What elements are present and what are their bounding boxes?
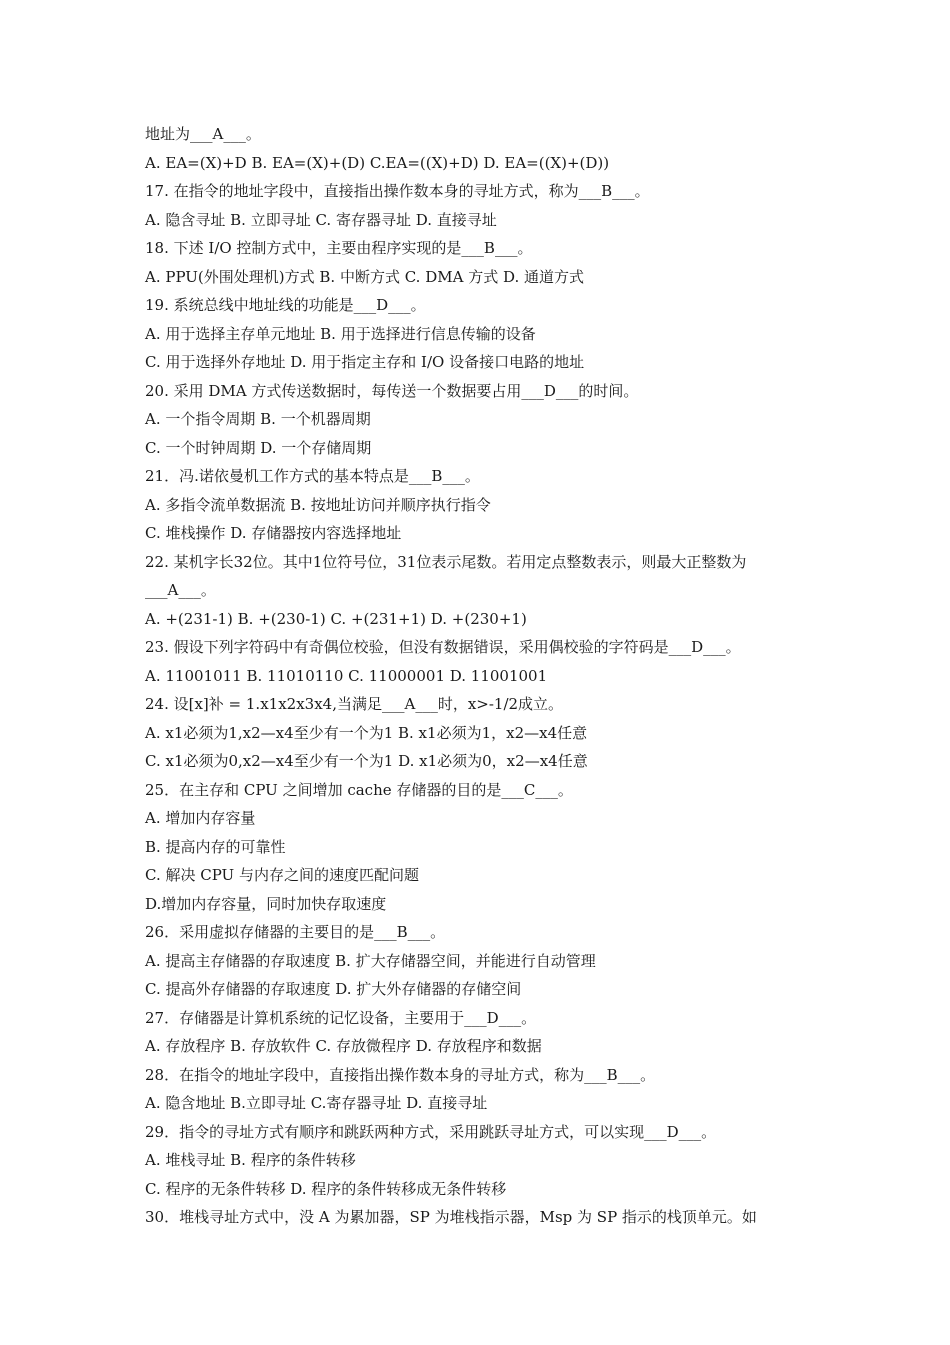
text-line: A. 提高主存储器的存取速度 B. 扩大存储器空间，并能进行自动管理	[145, 951, 596, 970]
text-line: A. 隐含地址 B.立即寻址 C.寄存器寻址 D. 直接寻址	[145, 1094, 488, 1112]
text-line: 17. 在指令的地址字段中，直接指出操作数本身的寻址方式，称为___B___。	[145, 182, 650, 200]
text-line: 29．指令的寻址方式有顺序和跳跃两种方式，采用跳跃寻址方式，可以实现___D___。	[145, 1122, 717, 1141]
text-line: A. +(231-1) B. +(230-1) C. +(231+1) D. +(230+1)	[145, 609, 527, 628]
text-line: C. 用于选择外存地址 D. 用于指定主存和 I/O 设备接口电路的地址	[145, 353, 585, 371]
text-line: 25．在主存和 CPU 之间增加 cache 存储器的目的是___C___。	[145, 780, 573, 799]
text-line: ___A___。	[145, 581, 216, 599]
text-line: 地址为___A___。	[145, 125, 261, 143]
text-line: 22. 某机字长32位。其中1位符号位，31位表示尾数。若用定点整数表示，则最大正整数为	[145, 552, 747, 571]
text-line: A. 增加内存容量	[145, 809, 256, 827]
text-line: C. x1必须为0,x2—x4至少有一个为1 D. x1必须为0，x2—x4任意	[145, 752, 588, 770]
text-line: B. 提高内存的可靠性	[145, 837, 286, 856]
text-line: C. 一个时钟周期 D. 一个存储周期	[145, 438, 372, 457]
text-line: A. 11001011 B. 11010110 C. 11000001 D. 11001001	[145, 666, 548, 685]
text-line: 18. 下述 I/O 控制方式中，主要由程序实现的是___B___。	[145, 239, 533, 257]
text-line: C. 堆栈操作 D. 存储器按内容选择地址	[145, 524, 402, 542]
text-line: D.增加内存容量，同时加快存取速度	[145, 894, 387, 913]
text-line: 24. 设[x]补 = 1.x1x2x3x4,当满足___A___时，x>-1/2成立。	[145, 695, 564, 713]
text-line: A. 堆栈寻址 B. 程序的条件转移	[145, 1151, 356, 1169]
text-line: A. 多指令流单数据流 B. 按地址访问并顺序执行指令	[145, 495, 491, 514]
text-line: 21．冯.诺依曼机工作方式的基本特点是___B___。	[145, 467, 480, 485]
text-line: A. 隐含寻址 B. 立即寻址 C. 寄存器寻址 D. 直接寻址	[145, 210, 497, 229]
text-line: A. PPU(外围处理机)方式 B. 中断方式 C. DMA 方式 D. 通道方式	[145, 267, 584, 286]
text-line: 26．采用虚拟存储器的主要目的是___B___。	[145, 923, 446, 941]
text-line: A. x1必须为1,x2—x4至少有一个为1 B. x1必须为1，x2—x4任意	[145, 723, 588, 742]
document-page	[145, 120, 815, 1232]
text-line: 19. 系统总线中地址线的功能是___D___。	[145, 296, 426, 314]
text-line: C. 解决 CPU 与内存之间的速度匹配问题	[145, 866, 419, 884]
text-line: A. 用于选择主存单元地址 B. 用于选择进行信息传输的设备	[145, 324, 536, 343]
text-line: 28．在指令的地址字段中，直接指出操作数本身的寻址方式，称为___B___。	[145, 1065, 656, 1084]
text-line: 30．堆栈寻址方式中，没 A 为累加器，SP 为堆栈指示器，Msp 为 SP 指示的栈顶单元。如	[145, 1208, 757, 1226]
text-line: 27．存储器是计算机系统的记忆设备，主要用于___D___。	[145, 1008, 537, 1027]
text-line: C. 提高外存储器的存取速度 D. 扩大外存储器的存储空间	[145, 980, 522, 998]
text-line: A. 存放程序 B. 存放软件 C. 存放微程序 D. 存放程序和数据	[145, 1037, 542, 1055]
text-line: A. EA=(X)+D B. EA=(X)+(D) C.EA=((X)+D) D. EA=((X)+(D))	[145, 153, 610, 172]
text-line: C. 程序的无条件转移 D. 程序的条件转移成无条件转移	[145, 1179, 507, 1198]
text-line: A. 一个指令周期 B. 一个机器周期	[145, 410, 371, 428]
text-line: 20. 采用 DMA 方式传送数据时，每传送一个数据要占用___D___的时间。	[145, 381, 639, 400]
text-line: 23. 假设下列字符码中有奇偶位校验，但没有数据错误，采用偶校验的字符码是___D___。	[145, 638, 741, 656]
